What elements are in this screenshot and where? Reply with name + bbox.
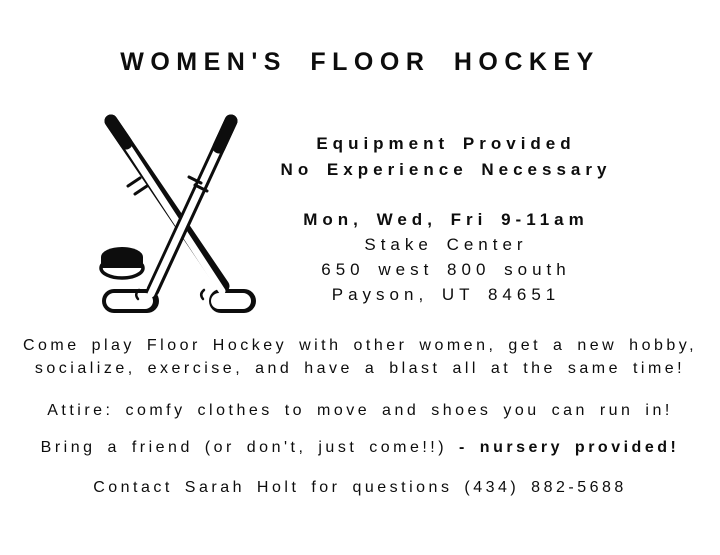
equipment-note — [250, 131, 642, 183]
info-column — [250, 131, 642, 307]
venue-name: Stake Center — [364, 235, 528, 254]
schedule-block — [250, 207, 642, 307]
equipment-line-2: No Experience Necessary — [280, 160, 612, 179]
nursery-provided-highlight: - nursery provided! — [459, 439, 680, 456]
hockey-puck-icon — [101, 247, 143, 278]
bring-a-friend-note — [0, 436, 720, 459]
pitch-line-2: socialize, exercise, and have a blast all at the same time! — [34, 360, 686, 377]
address-line-1: 650 west 800 south — [321, 260, 571, 279]
bring-note-regular: Bring a friend (or don't, just come!!) — [40, 439, 448, 456]
pitch-line-1: Come play Floor Hockey with other women, get a new hobby, — [22, 337, 698, 354]
contact-line: Contact Sarah Holt for questions (434) 882-5688 — [93, 479, 627, 496]
attire-note: Attire: comfy clothes to move and shoes you can run in! — [47, 402, 673, 419]
address-line-2: Payson, UT 84651 — [331, 285, 561, 304]
equipment-line-1: Equipment Provided — [316, 134, 576, 153]
pitch-paragraph — [0, 334, 720, 380]
schedule-days: Mon, Wed, Fri 9-11am — [303, 210, 589, 229]
flyer-title: WOMEN'S FLOOR HOCKEY — [120, 48, 600, 76]
